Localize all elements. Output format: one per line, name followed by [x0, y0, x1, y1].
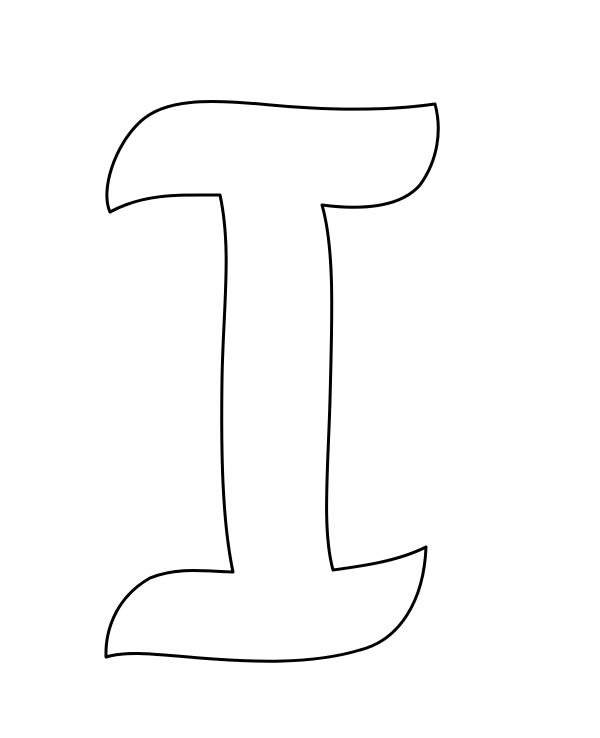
letter-i-outline [106, 102, 438, 662]
